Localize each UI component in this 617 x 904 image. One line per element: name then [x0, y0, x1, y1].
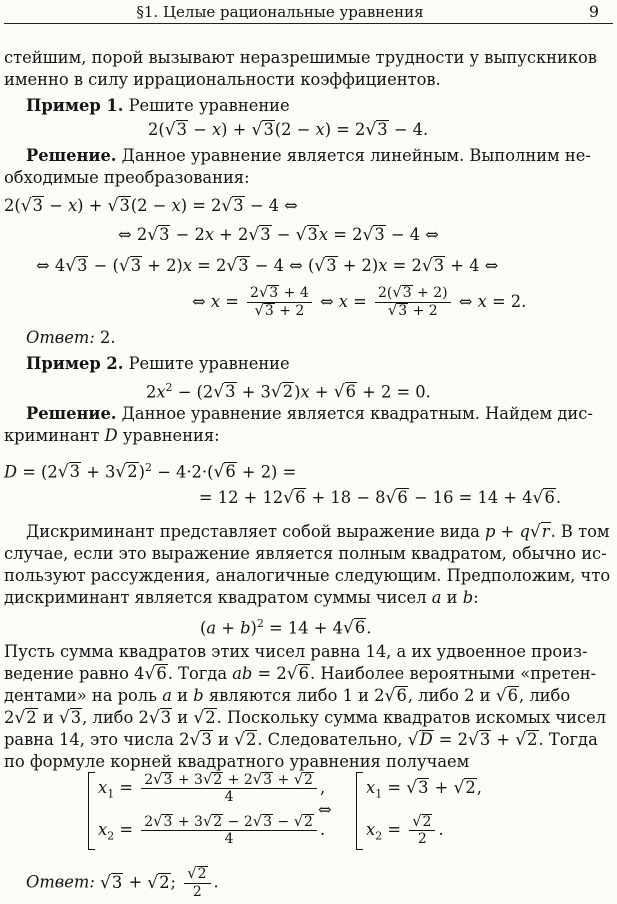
body-line: Пусть сумма квадратов этих чисел равна 14, а их удвоенное произ- — [4, 642, 588, 661]
derivation-line-2: ⇔ 2√3 − 2x + 2√3 − √3x = 2√3 − 4 ⇔ — [118, 225, 439, 245]
square-sum-equation: $(a + b)^2 = 14 + 4√6$. — [200, 617, 372, 639]
derivation-line-4: ⇔ x = $\frac{2√3 + 4}{√3 + 2}$ ⇔ x = $\frac{2(√3 + 2)}{√3 + 2}$ ⇔ x = 2. — [192, 284, 527, 319]
body-line: по формуле корней квадратного уравнения получаем — [4, 752, 470, 771]
root-x2-result: $x_2$ = $\frac{√2}{2}$ . — [366, 812, 444, 848]
section-title: §1. Целые рациональные уравнения — [136, 3, 424, 21]
answer-2-label: Ответ: — [26, 872, 95, 892]
body-line: пользуют рассуждения, аналогичные следующим. Предположим, что — [4, 566, 611, 585]
example-1-prompt: Решите уравнение — [128, 96, 290, 115]
system-bracket-right — [356, 772, 363, 850]
solution-2-line: Решение. Данное уравнение является квадратным. Найдем дис- — [4, 404, 550, 424]
solution-1-line: обходимые преобразования: — [4, 168, 250, 187]
answer-1-label: Ответ: — [26, 328, 95, 347]
header-rule — [4, 23, 613, 24]
body-line: случае, если это выражение является полным квадратом, обычно ис- — [4, 544, 607, 563]
solution-2-label: Решение. — [26, 404, 117, 423]
body-line: дентами» на роль a и b являются либо 1 и 2√6, либо 2 и √6, либо — [4, 686, 571, 706]
example-2-prompt: Решите уравнение — [128, 354, 290, 373]
example-1-statement — [26, 96, 290, 116]
discriminant-line-2: = 12 + 12√6 + 18 − 8√6 − 16 = 14 + 4√6. — [198, 488, 561, 508]
answer-2: Ответ: √3 + √2; $\frac{√2}{2}$ . — [26, 865, 219, 900]
answer-1-value: 2. — [100, 328, 116, 347]
equivalence-arrow: ⇔ — [318, 800, 332, 819]
root-x2-formula: $x_2$ = $\frac{2√3 + 3√2 - 2√3 - √2}{4}$ . — [98, 812, 326, 848]
derivation-line-3: ⇔ 4√3 − (√3 + 2)x = 2√3 − 4 ⇔ (√3 + 2)x = 2√3 + 4 ⇔ — [36, 256, 499, 276]
page-number: 9 — [588, 2, 599, 21]
solution-2-line: криминант D уравнения: — [4, 426, 220, 445]
body-line: равна 14, это числа 2√3 и √2. Следовательно, √D = 2√3 + √2. Тогда — [4, 730, 598, 750]
discriminant-line-1: $D = (2√3 + 3√2)^2 - 4\cdot 2\cdot(√6 + 2)$ = — [4, 461, 297, 483]
body-line: 2√2 и √3, либо 2√3 и √2. Поскольку сумма квадратов искомых чисел — [4, 708, 607, 728]
root-x1-result: $x_1 = √3 + √2$, — [366, 778, 482, 801]
paragraph-line: именно в силу иррациональности коэффициентов. — [4, 70, 441, 89]
equation-2: $2x^2 - (2√3 + 3√2)x + √6 + 2 = 0$. — [146, 381, 431, 403]
body-line: дискриминант является квадратом суммы чисел a и b: — [4, 588, 479, 607]
example-1-label: Пример 1. — [26, 96, 124, 115]
example-2-statement — [26, 354, 290, 374]
body-line: Дискриминант представляет собой выражение вида p + q√r. В том — [26, 522, 610, 542]
solution-1-label: Решение. — [26, 146, 117, 165]
solution-1-line: Решение. Данное уравнение является линейным. Выполним не- — [4, 146, 550, 166]
derivation-line-1: 2(√3 − x) + √3(2 − x) = 2√3 − 4 ⇔ — [4, 196, 298, 216]
running-header — [0, 0, 617, 26]
example-2-label: Пример 2. — [26, 354, 124, 373]
answer-1 — [26, 328, 116, 348]
body-line: ведение равно 4√6. Тогда ab = 2√6. Наиболее вероятными «претен- — [4, 664, 597, 684]
paragraph-line: стейшим, порой вызывают неразрешимые трудности у выпускников — [4, 48, 597, 67]
root-x1-formula: $x_1$ = $\frac{2√3 + 3√2 + 2√3 + √2}{4}$ , — [98, 770, 326, 806]
system-bracket-left — [88, 772, 95, 850]
equation-1: 2(√3 − x) + √3(2 − x) = 2√3 − 4. — [148, 120, 429, 140]
